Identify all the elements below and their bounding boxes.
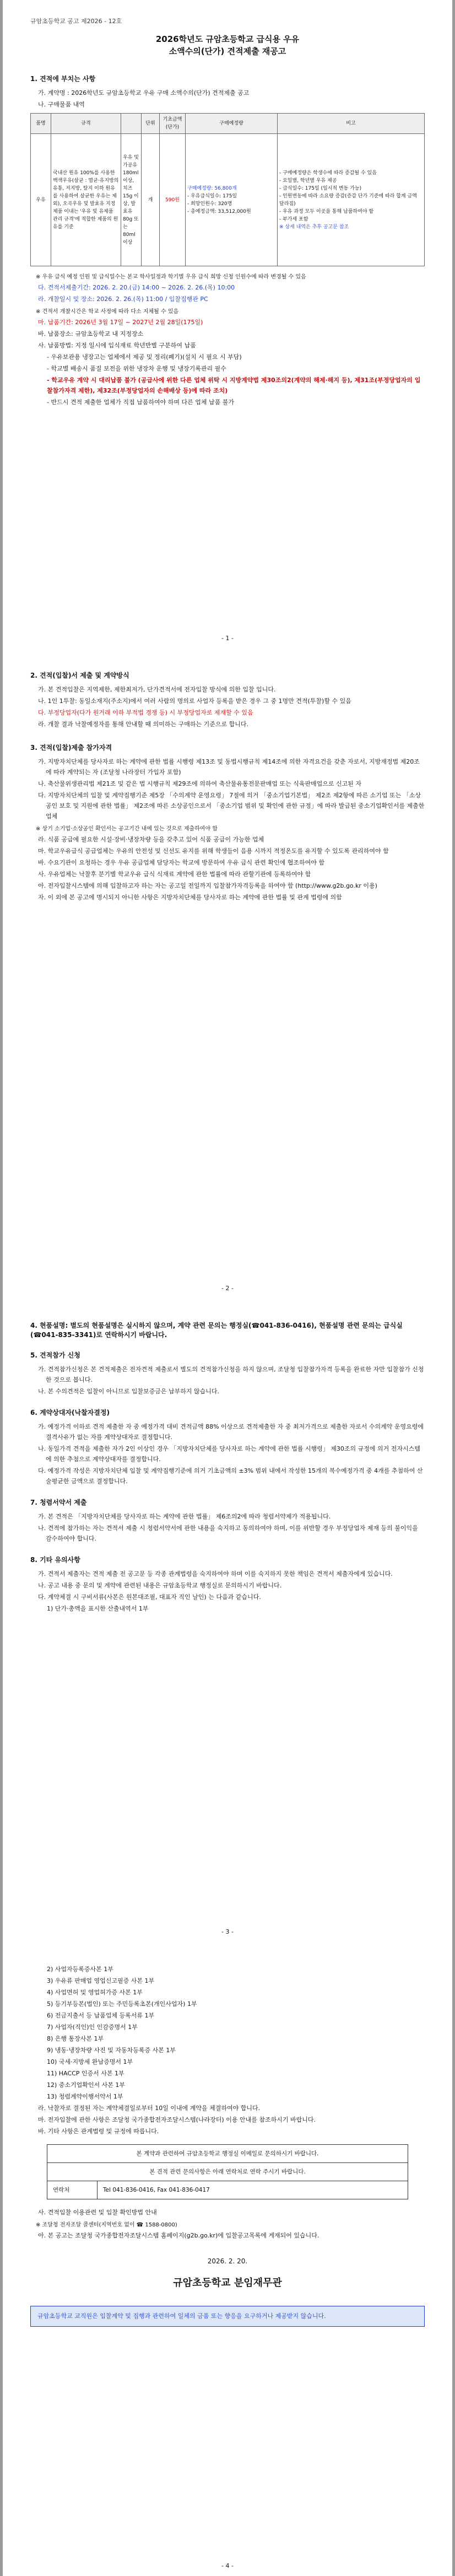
integrity-2: 나. 견적에 참가하는 자는 견적서 제출 시 청렴서약서에 관한 내용을 숙지하고 동의하여야 하며, 이를 위반할 경우 부정당업자 제재 등의 불이익을 감수하여야 합니다. <box>38 1525 418 1542</box>
participation-2: 나. 본 수의견적은 입찰이 아니므로 입찰보증금은 납부하지 않습니다. <box>38 1388 219 1395</box>
after-box-1: 사. 견적입찰 이용관련 및 입찰 확인방법 안내 <box>38 2209 157 2216</box>
etc-1: 가. 견적서 제출자는 견적 제출 전 공고문 등 각종 관계법령을 숙지하여야 하며 이를 숙지하지 못한 책임은 견적서 제출자에게 있습니다. <box>38 1570 393 1577</box>
page-number-4: - 4 - <box>221 2562 234 2569</box>
result-rule: 라. 개찰 결과 낙찰예정자를 통해 안내할 때 의미하는 구매하는 기준으로 합니다. <box>38 721 248 728</box>
page-number-3: - 3 - <box>221 1928 234 1935</box>
qualification-9: 자. 이 외에 본 공고에 명시되지 아니한 사항은 지방자치단체를 당사자로 하는 계약에 관한 법률 및 관계 법령에 의함 <box>38 894 342 901</box>
delivery-detail-3: - 학교우유 계약 시 대리납품 불가 (공급사에 위한 다른 업체 위탁 시 지방계약법 제30조의2(계약의 해제·해지 등), 제31조(부정당업자의 입찰참가자격 제한), 제32조(부정당업자의 손해배상 등)에 따라 조치) <box>47 377 421 394</box>
participation-1: 가. 견적참가신청은 본 견적제출은 전자견적 제출로서 별도의 견적참가신청을 하지 않으며, 조달청 입찰참가자격 등록을 완료한 자만 입찰참가 신청 한 것으로 봅니다. <box>38 1366 424 1383</box>
doc-13: 13) 청렴계약이행서약서 1부 <box>47 2093 123 2100</box>
qualification-6: 바. 수요기관이 요청하는 경우 우유 공급업체 담당자는 학교에 방문하여 우유 급식 관련 확인에 협조하여야 함 <box>38 859 324 866</box>
section-1-heading: 1. 견적에 부치는 사항 <box>30 75 96 83</box>
page-1 <box>3 0 452 648</box>
etc-3: 다. 계약체결 시 구비서류(사본은 원본대조필, 대표자 직인 날인) 는 다음과 같습니다. <box>38 1593 261 1601</box>
page-number-1: - 1 - <box>221 635 234 642</box>
document-title <box>30 33 425 57</box>
delivery-detail-2: - 학교별 배송시 품질 보전을 위한 냉장차 운행 및 냉장기록관리 필수 <box>47 365 226 372</box>
doc-1: 1) 단가·총액을 표시한 산출내역서 1부 <box>47 1605 149 1612</box>
cell-unit-spec: 우유 및 가공유 180ml 이상, 치즈 15g 이상, 발효유 80g 또는 80ml 이상 <box>121 134 142 266</box>
winner-1: 가. 예정가격 이하로 견적 제출한 자 중 예정가격 대비 견적금액 88% 이상으로 견적제출한 자 중 최저가격으로 제출한 자로서 수의계약 운영요령에 결격사유가 없는 자를 계약상대자로 결정합니다. <box>38 1423 424 1441</box>
notice-number: 규암초등학교 공고 제2026 - 12호 <box>30 18 122 25</box>
doc-5: 5) 등기부등본(법인) 또는 주민등록초본(개인사업자) 1부 <box>47 2000 197 2008</box>
doc-10: 10) 국세·지방세 완납증명서 1부 <box>47 2058 133 2065</box>
section-2-heading: 2. 견적(입찰)서 제출 및 계약방식 <box>30 672 129 679</box>
th-remark: 비고 <box>278 114 425 134</box>
doc-12: 12) 중소기업확인서 사본 1부 <box>47 2081 126 2089</box>
qty-people: - 희망인원수: 320명 <box>187 201 232 207</box>
th-qty: 구매예정량 <box>186 114 278 134</box>
submit-period: 다. 견적서제출기간: 2026. 2. 20.(금) 14:00 ~ 2026. 2. 26.(목) 10:00 <box>38 284 235 291</box>
section-7-heading: 7. 청렴서약서 제출 <box>30 1499 87 1506</box>
th-spec: 규격 <box>51 114 121 134</box>
integrity-notice: 규암초등학교 교직원은 입찰계약 및 집행과 관련하여 일체의 금품 또는 향응을 요구하거나 제공받지 않습니다. <box>30 2306 425 2327</box>
th-base: 기초금액(단가) <box>160 114 186 134</box>
contact-value: Tel 041-836-0416, Fax 041-836-0417 <box>103 2187 210 2193</box>
doc-9: 9) 냉동·냉장차량 사진 및 자동차등록증 사본 1부 <box>47 2047 176 2054</box>
extra-3: 바. 기타 사항은 관계법령 및 규정에 따릅니다. <box>38 2128 159 2135</box>
opening-date: 라. 개찰일시 및 장소: 2026. 2. 26.(목) 11:00 / 입찰집행관 PC <box>38 296 208 303</box>
doc-7: 7) 사업자(직인)인 인감증명서 1부 <box>47 2024 138 2031</box>
remark-2: - 요일별, 학년별 우유 제공 <box>279 178 337 184</box>
cell-unit: 개 <box>142 134 160 266</box>
extra-1: 라. 낙찰자로 결정된 자는 계약체결일로부터 10일 이내에 계약을 체결하여야 합니다. <box>38 2105 261 2112</box>
qualification-2: 나. 축산물위생관리법 제21조 및 같은 법 시행규칙 제29조에 의하여 축산물유통전문판매업 또는 식육판매업으로 신고된 자 <box>38 780 361 787</box>
section-8-heading: 8. 기타 유의사항 <box>30 1556 80 1564</box>
after-box-2: ※ 조달청 전자조달 콜센터(지역번호 없이 ☎ 1588-0800) <box>36 2222 177 2228</box>
delivery-place: 바. 납품장소: 규암초등학교 내 지정장소 <box>38 330 144 337</box>
qualification-5: 마. 학교우유급식 공급업체는 우유의 안전성 및 신선도 유지를 위해 학생들이 음용 시까지 적정온도를 유지할 수 있도록 관리하여야 함 <box>38 847 389 855</box>
cell-name: 우유 <box>31 134 51 266</box>
doc-4: 4) 사업면허 및 영업허가증 사본 1부 <box>47 1989 143 1996</box>
notice-date: 2026. 2. 20. <box>207 2257 248 2265</box>
bid-method: 가. 본 견적입찰은 지역제한, 제한최저가, 단가견적서에 전자입찰 방식에 의한 입찰 입니다. <box>38 686 276 693</box>
doc-3: 3) 우유류 판매업 영업신고필증 사본 1부 <box>47 1977 155 1984</box>
one-bid-rule: 나. 1인 1투찰: 동일소재지(주소지)에서 여러 사람의 명의로 사업자 등록을 받은 경우 그 중 1명만 견적(투찰)할 수 있음 <box>38 697 351 705</box>
contract-name: 가. 계약명 : 2026학년도 규암초등학교 우유 구매 소액수의(단가) 견적제출 공고 <box>38 89 250 96</box>
cell-qty <box>186 134 278 266</box>
contact-box <box>47 2144 408 2199</box>
purchase-items-heading: 나. 구매물품 내역 <box>38 101 85 108</box>
remark-4: - 인원변동에 따라 소요량 증감(증감 단가 기준에 따라 합계 금액 달라짐) <box>279 193 417 207</box>
doc-6: 6) 전금지출서 등 납품업체 등록서류 1부 <box>47 2012 155 2019</box>
cell-remark <box>278 134 425 266</box>
winner-3: 다. 예정가격 작성은 지방자치단체 입찰 및 계약집행기준에 의거 기초금액의 ±3% 범위 내에서 작성한 15개의 복수예정가격 중 4개를 추첨하여 산술평균한 금액으로 결정합니다. <box>38 1467 423 1485</box>
cell-base-price: 590원 <box>160 134 186 266</box>
delivery-detail-4: - 반드시 견적 제출한 업체가 직접 납품하여야 하며 다른 업체 납품 불가 <box>47 399 234 406</box>
etc-2: 나. 공고 내용 중 문의 및 계약에 관련된 내용은 규암초등학교 행정실로 문의하시기 바랍니다. <box>38 1582 282 1589</box>
title-line-2: 소액수의(단가) 견적제출 재공고 <box>169 46 286 56</box>
unfair-rule: 다. 부정당업자(다가 원거래 이하 부적법 경쟁 등) 시 부정당업자로 제재할 수 있음 <box>38 709 253 716</box>
page-number-2: - 2 - <box>221 1285 234 1292</box>
remark-7: ※ 상세 내역은 추후 공고문 참조 <box>279 224 349 230</box>
qty-amount: - 총예정금액: 33,512,000원 <box>187 208 251 214</box>
doc-11: 11) HACCP 인증서 사본 1부 <box>47 2070 124 2077</box>
delivery-period: 마. 납품기간: 2026년 3월 17일 ~ 2027년 2월 28일(175일) <box>38 319 203 326</box>
page-2 <box>3 648 452 1298</box>
extra-2: 마. 전자입찰에 관한 사항은 조달청 국가종합전자조달시스템(나라장터) 이용 안내를 참조하시기 바랍니다. <box>38 2116 316 2123</box>
delivery-detail-1: - 우유보관용 냉장고는 업체에서 제공 및 정리(폐기)(설치 시 필요 시 부담) <box>47 353 242 361</box>
remark-1: - 구매예정량은 학생수에 따라 증감될 수 있음 <box>279 170 377 176</box>
qualification-3: 다. 지방자치단체의 입찰 및 계약집행기준 제5장 「수의계약 운영요령」 7절에 의거 「중소기업기본법」 제2조 제2항에 따른 소기업 또는 「소상공인 보호 및 지원에 관한 법률」 제2조에 따른 소상공인으로서 「중소기업 범위 및 확인에 관한 규정」에 따라 발급된 중소기업확인서를 제출한 업체 <box>38 792 425 820</box>
section-5-heading: 5. 견적참가 신청 <box>30 1351 80 1359</box>
section-4-heading: 4. 현품설명: 별도의 현품설명은 실시하지 않으며, 계약 관련 문의는 행정실(☎041-836-0416), 현품설명 관련 문의는 급식실(☎041-835-3341)로 연락하시기 바랍니다. <box>30 1322 403 1339</box>
contact-label: 연락처 <box>47 2181 98 2199</box>
qualification-note: ※ 상기 소기업·소상공인 확인서는 공고기간 내에 있는 것으로 제출하여야 함 <box>36 826 218 832</box>
purchase-table <box>30 113 425 266</box>
opening-note: ※ 견적서 개찰시간은 학교 사정에 따라 다소 지체될 수 있음 <box>36 309 179 315</box>
delivery-method: 사. 납품방법: 지정 일시에 입식재료 학년반별 구분하여 납품 <box>38 342 196 349</box>
qualification-7: 사. 우유업체는 낙찰후 분기별 학교우유 급식 식재료 계약에 관한 법률에 따라 관할기관에 등록하여야 함 <box>38 871 311 878</box>
th-unit: 단위 <box>142 114 160 134</box>
qty-days: - 우유급식일수: 175일 <box>187 193 237 199</box>
contact-row-2: 본 견적 관련 문의사항은 아래 연락처로 연락 주시기 바랍니다. <box>47 2163 408 2181</box>
remark-5: - 우유 과정 모두 이곳을 통해 납품하여야 함 <box>279 208 374 214</box>
section-6-heading: 6. 계약상대자(낙찰자결정) <box>30 1409 110 1416</box>
signer: 규암초등학교 분임재무관 <box>173 2277 282 2289</box>
page-3 <box>3 1298 452 1942</box>
qualification-8: 아. 전자입찰시스템에 의해 입찰하고자 하는 자는 공고일 전일까지 입찰참가자격등록을 하여야 함 (http://www.g2b.go.kr 이용) <box>38 882 377 889</box>
contact-row-3 <box>47 2181 408 2199</box>
th-unit-spec <box>121 114 142 134</box>
doc-8: 8) 은행 통장사본 1부 <box>47 2035 104 2042</box>
qualification-1: 가. 지방자치단체를 당사자로 하는 계약에 관한 법률 시행령 제13조 및 동법시행규칙 제14조에 의한 자격요건을 갖춘 자로서, 지방재정법 제20조에 따라 계약되는 자 (조달청 나라장터 가입자 포함) <box>38 758 420 776</box>
qty-total: 구매예정량: 56,800개 <box>187 185 237 191</box>
integrity-1: 가. 본 견적은 「지방자치단체를 당사자로 하는 계약에 관한 법률」 제6조의2에 따라 청렴서약제가 적용됩니다. <box>38 1513 331 1520</box>
remark-6: - 부가세 포함 <box>279 216 308 222</box>
doc-2: 2) 사업자등록증사본 1부 <box>47 1966 113 1973</box>
title-line-1: 2026학년도 규암초등학교 급식용 우유 <box>155 34 300 44</box>
winner-2: 나. 동일가격 견적을 제출한 자가 2인 이상인 경우 「지방자치단체를 당사자로 하는 계약에 관한 법률 시행령」 제30조의 규정에 의거 전자시스템에 의한 추첨으로 계약상대자를 결정합니다. <box>38 1445 420 1463</box>
th-name: 품명 <box>31 114 51 134</box>
cell-spec: 국내산 원유 100%를 사용한 백색우유(살균 : 멸균·유지방의 유통, 저지방, 탈지 이하 원유를 사용하여 살균한 우유는 제외), 오곡우유 및 발효유 지정제품 이내는 '우유 및 유제품 관리 규격'에 적합한 제품의 원유를 기준 <box>51 134 121 266</box>
qualification-4: 라. 식품 공급에 필요한 시설·장비·냉장차량 등을 갖추고 있어 식품 공급이 가능한 업체 <box>38 836 264 843</box>
remark-3: - 급식일수: 175일 (일시적 변동 가능) <box>279 185 362 191</box>
page-4 <box>3 1942 452 2576</box>
after-box-3: 아. 본 공고는 조달청 국가종합전자조달시스템 홈페이지(g2b.go.kr)에 입찰공고목록에 게재되어 있습니다. <box>38 2232 319 2239</box>
contact-row-1: 본 계약과 관련하여 규암초등학교 행정실 이메일로 문의하시기 바랍니다. <box>47 2145 408 2163</box>
note-1: ※ 우유 급식 예정 인원 및 급식일수는 본교 학사일정과 학기별 우유 급식 희망 신청 인원수에 따라 변경될 수 있음 <box>36 274 306 280</box>
section-3-heading: 3. 견적(입찰)제출 참가자격 <box>30 744 112 752</box>
